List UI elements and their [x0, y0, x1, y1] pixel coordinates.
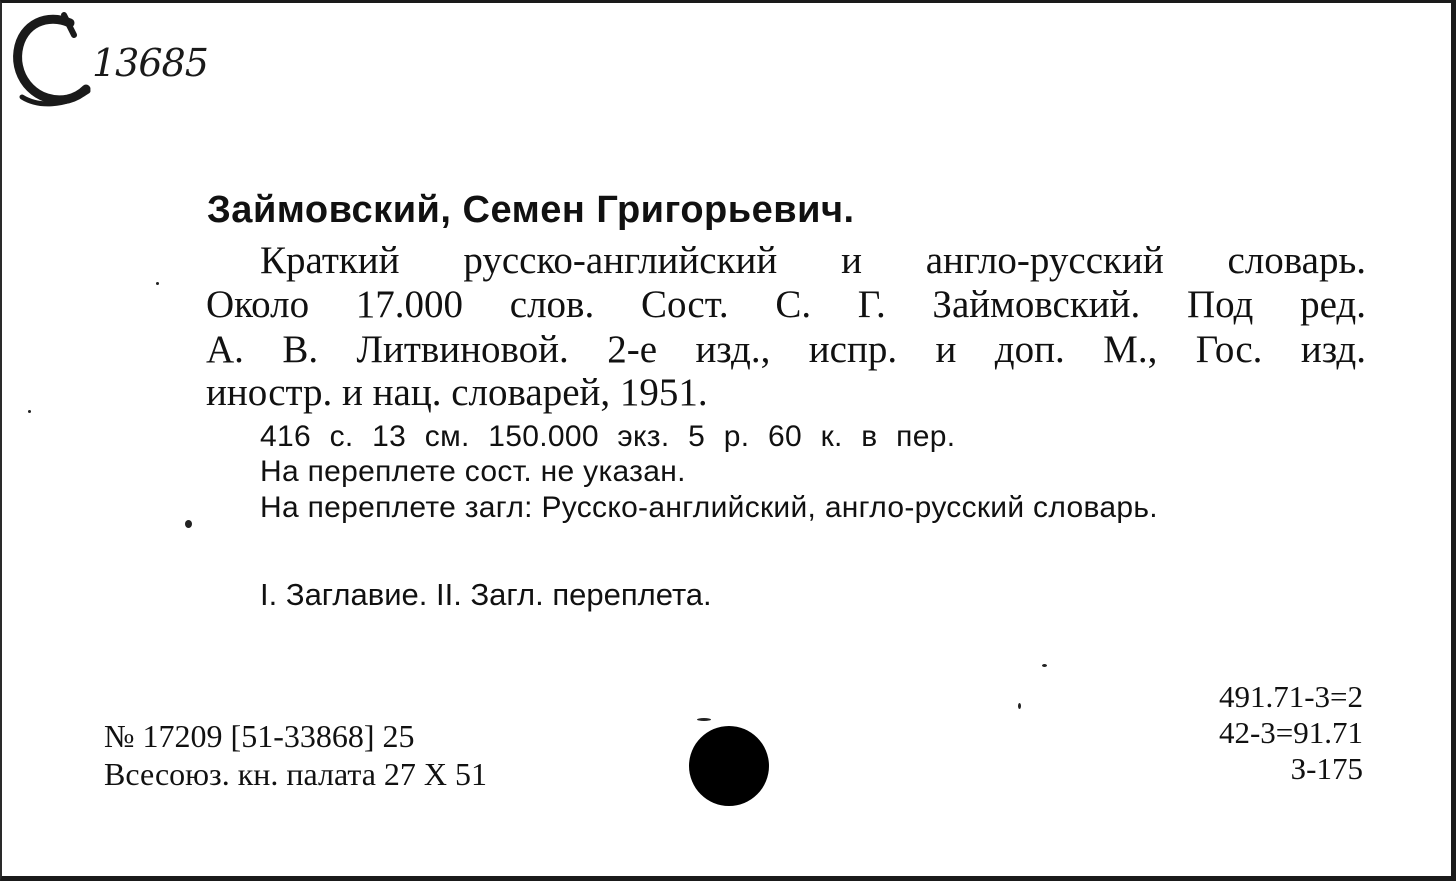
classification-code: З-175	[1290, 751, 1363, 786]
description-line: Около 17.000 слов. Сост. С. Г. Займовский. Под ред.	[206, 283, 1366, 326]
scan-speck	[697, 718, 711, 721]
call-number: 13685	[92, 41, 208, 85]
scan-speck	[1018, 703, 1021, 709]
collection-letter-mark	[8, 9, 94, 109]
scan-speck	[185, 520, 192, 528]
book-chamber-line: Всесоюз. кн. палата 27 X 51	[104, 756, 487, 792]
scan-speck	[156, 282, 159, 285]
registration-number: № 17209 [51-33868] 25	[104, 718, 415, 754]
punch-hole	[689, 726, 769, 806]
note-line: На переплете загл: Русско-английский, англо-русский словарь.	[260, 491, 1158, 524]
scan-speck	[28, 410, 31, 413]
tracings: I. Заглавие. II. Загл. переплета.	[260, 577, 712, 612]
scan-speck	[1042, 664, 1047, 667]
physical-description: 416 с. 13 см. 150.000 экз. 5 р. 60 к. в пер.	[260, 420, 956, 453]
description-line: А. В. Литвиновой. 2-е изд., испр. и доп. М., Гос. изд.	[206, 328, 1366, 371]
classification-code: 42-3=91.71	[1218, 715, 1363, 750]
note-line: На переплете сост. не указан.	[260, 455, 686, 488]
description-line: иностр. и нац. словарей, 1951.	[206, 371, 708, 414]
classification-code: 491.71-3=2	[1218, 679, 1363, 714]
author-heading: Займовский, Семен Григорьевич.	[207, 189, 855, 231]
description-line: Краткий русско-английский и англо-русский словарь.	[260, 239, 1366, 282]
